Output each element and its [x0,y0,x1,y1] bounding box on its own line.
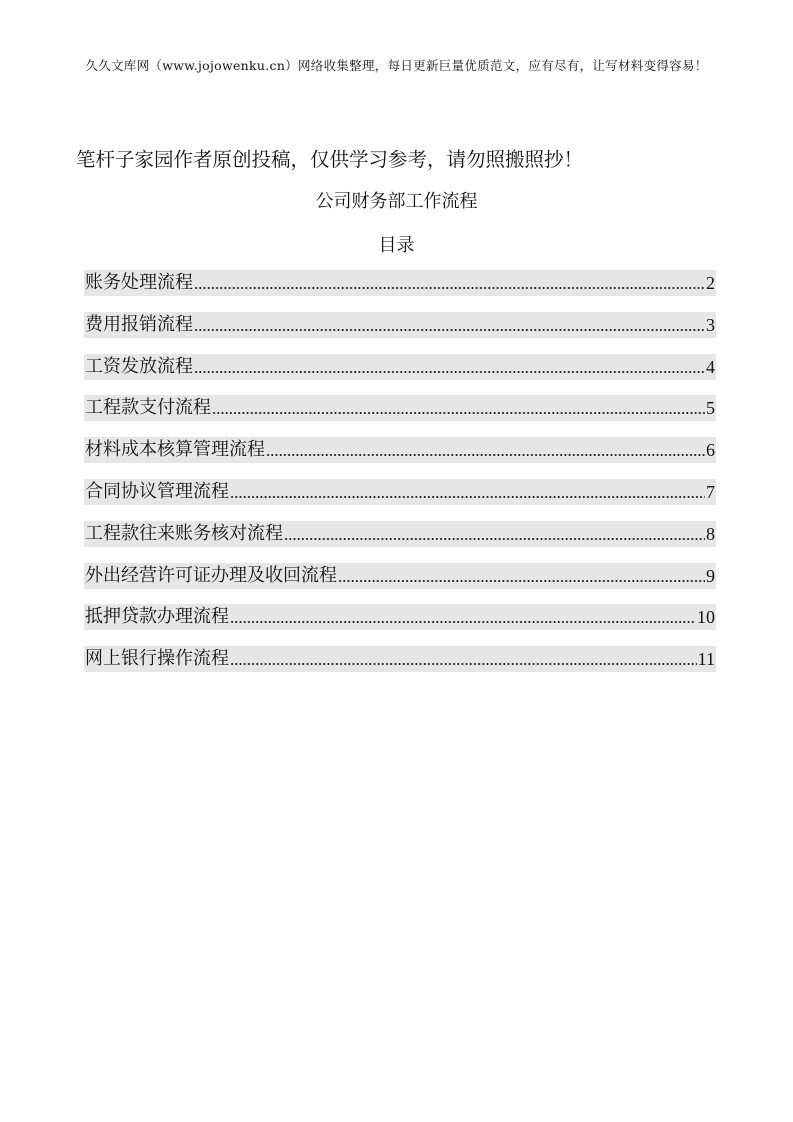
toc-entry-label: 抵押贷款办理流程 [85,606,229,628]
toc-entry[interactable] [84,604,716,630]
toc-dot-leader [194,287,705,289]
toc-entry[interactable] [84,563,716,589]
toc-heading: 目录 [378,235,415,256]
toc-entry-label: 费用报销流程 [85,313,193,335]
toc-entry-page: 9 [706,565,715,586]
toc-dot-leader [230,621,696,623]
toc-entry-label: 工资发放流程 [85,355,193,377]
toc-dot-leader [338,580,705,582]
toc-entry-label: 合同协议管理流程 [85,480,229,502]
toc-entry[interactable] [84,270,716,296]
disclaimer-text: 笔杆子家园作者原创投稿，仅供学习参考，请勿照搬照抄！ [76,148,584,171]
toc-entry[interactable] [84,479,716,505]
toc-entry-page: 2 [706,273,715,293]
toc-entry-page: 11 [697,649,715,670]
toc-entry-page: 7 [706,481,715,502]
toc-entry-label: 工程款支付流程 [85,397,211,419]
toc-entry-page: 10 [697,607,715,628]
toc-dot-leader [230,496,705,498]
toc-entry-page: 6 [706,440,715,461]
toc-entry-page: 4 [706,356,715,377]
table-of-contents [84,270,716,688]
toc-entry[interactable] [84,354,716,380]
toc-entry-page: 5 [706,398,715,419]
toc-entry-label: 材料成本核算管理流程 [85,439,265,461]
toc-entry-page: 3 [706,314,715,335]
toc-entry[interactable] [84,521,716,547]
toc-entry[interactable] [84,646,716,672]
toc-dot-leader [194,329,705,331]
toc-entry[interactable] [84,395,716,421]
toc-dot-leader [194,371,705,373]
header-note: 久久文库网（www.jojowenku.cn）网络收集整理，每日更新巨量优质范文，应有尽有，让写材料变得容易！ [85,58,708,73]
toc-entry[interactable] [84,437,716,463]
toc-entry-label: 网上银行操作流程 [85,648,229,670]
toc-dot-leader [266,454,705,456]
toc-entry-label: 外出经营许可证办理及收回流程 [85,564,337,586]
toc-entry[interactable] [84,312,716,338]
document-title: 公司财务部工作流程 [315,191,478,212]
toc-entry-label: 工程款往来账务核对流程 [85,522,283,544]
toc-dot-leader [230,663,697,665]
toc-entry-label: 账务处理流程 [85,272,193,293]
toc-entry-page: 8 [706,523,715,544]
toc-dot-leader [284,538,705,540]
toc-dot-leader [212,412,705,414]
